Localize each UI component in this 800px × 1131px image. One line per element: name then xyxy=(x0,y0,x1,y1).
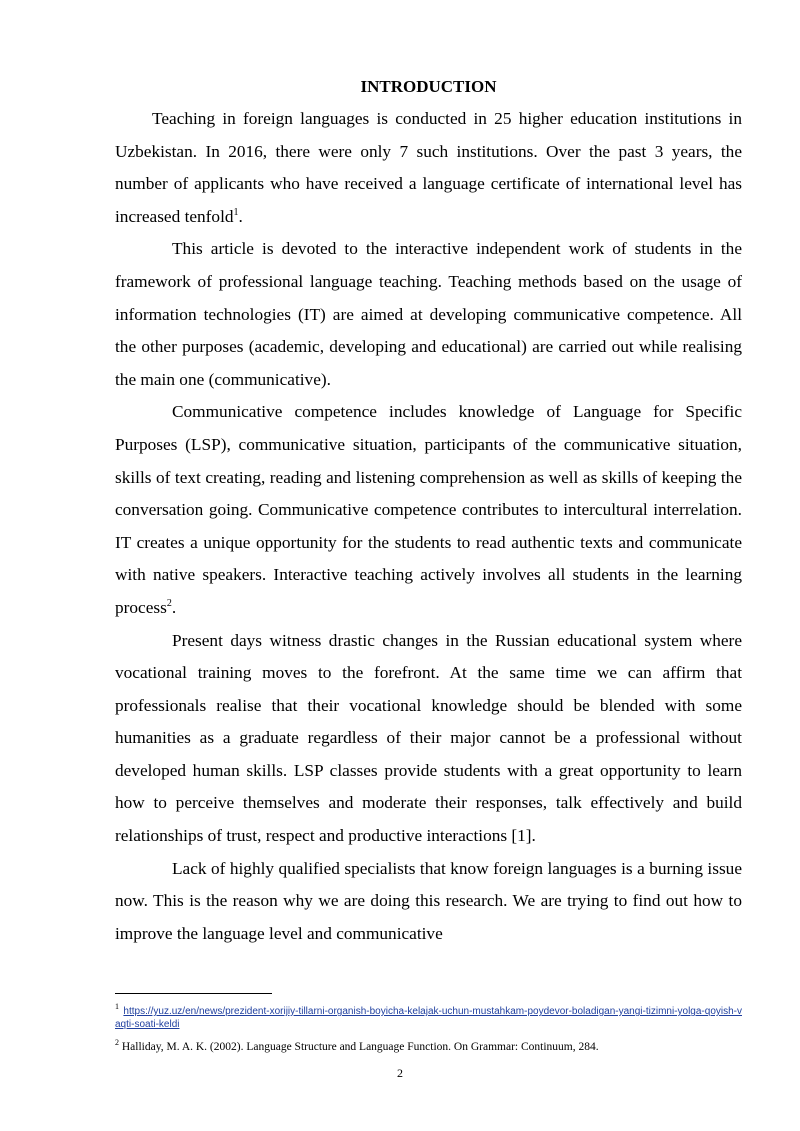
page-title: INTRODUCTION xyxy=(360,77,497,96)
paragraph-1 xyxy=(115,103,742,233)
footnote-number: 2 xyxy=(115,1038,119,1048)
footnote-2 xyxy=(115,1038,742,1054)
footnote-ref-2[interactable]: 2 xyxy=(166,598,172,610)
footnote-number: 1 xyxy=(115,1002,119,1012)
paragraph-text: Communicative competence includes knowledge of Language for Specific Purposes (LSP), communicative situation, participants of the communicative situation, skills of text creating, reading and listening comprehension as well as skills of keeping the conversation going. Communicative competence contributes to intercultural interrelation. IT creates a unique opportunity for the students to read authentic texts and communicate with native speakers. Interactive teaching actively involves all students in the learning process xyxy=(115,402,742,617)
footnote-text: Halliday, M. A. K. (2002). Language Structure and Language Function. On Grammar: Continuum, 284. xyxy=(121,1041,599,1053)
paragraph-2 xyxy=(115,233,742,396)
page-number: 2 xyxy=(397,1066,403,1080)
paragraph-4 xyxy=(115,625,742,853)
paragraph-text: Lack of highly qualified specialists that know foreign languages is a burning issue now. This is the reason why we are doing this research. We are trying to find out how to improve the language level and communicative xyxy=(115,858,742,943)
paragraph-text: Present days witness drastic changes in the Russian educational system where vocational training moves to the forefront. At the same time we can affirm that professionals realise that their vocational knowledge should be blended with some humanities as a graduate regardless of their major cannot be a professional without developed human skills. LSP classes provide students with a great opportunity to learn how to perceive themselves and moderate their responses, talk effectively and build relationships of trust, respect and productive interactions [1]. xyxy=(115,630,742,846)
paragraph-text: Teaching in foreign languages is conducted in 25 higher education institutions in Uzbekistan. In 2016, there were only 7 such institutions. Over the past 3 years, the number of applicants who have received a language certificate of international level has increased tenfold xyxy=(115,109,742,226)
footnote-divider xyxy=(115,993,272,994)
paragraph-3 xyxy=(115,396,742,624)
footnote-1 xyxy=(115,1002,742,1031)
footnote-ref-1[interactable]: 1 xyxy=(233,207,239,219)
footnote-link[interactable]: https://yuz.uz/en/news/prezident-xorijiy-tillarni-organish-boyicha-kelajak-uchun-mustahkam-poydevor-boladigan-yangi-tizimni-yolga-qoyish-vaqti-soati-keldi xyxy=(115,1006,742,1030)
paragraph-text: This article is devoted to the interactive independent work of students in the framework of professional language teaching. Teaching methods based on the usage of information technologies (IT) are aimed at developing communicative competence. All the other purposes (academic, developing and educational) are carried out while realising the main one (communicative). xyxy=(115,239,742,389)
paragraph-tail: . xyxy=(171,597,177,617)
footnotes xyxy=(115,1002,742,1064)
body-text xyxy=(115,103,742,950)
paragraph-5 xyxy=(115,853,742,951)
paragraph-tail: . xyxy=(238,206,243,226)
